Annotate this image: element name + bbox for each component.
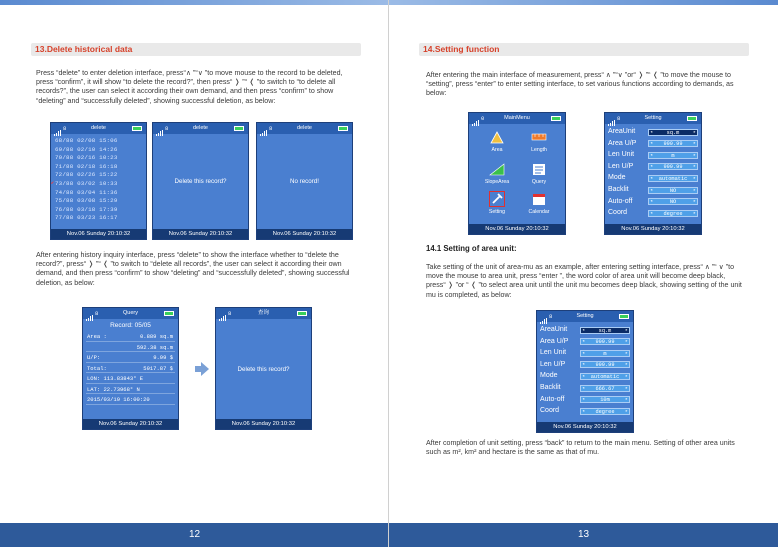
setting-label: Backlit <box>608 186 629 193</box>
signal-digit: 8 <box>165 125 169 132</box>
menu-item-calendar[interactable] <box>521 191 557 215</box>
query-value: 0.889 sq.m <box>139 333 173 340</box>
screen-title: Setting <box>576 313 594 319</box>
battery-icon <box>338 126 348 131</box>
record-row[interactable]: 76/88 03/18 17:39 <box>55 205 118 213</box>
record-row[interactable]: ✔ 73/88 03/02 10:33 <box>55 180 118 187</box>
screen-footer: Nov.06 Sunday 20:10:32 <box>257 229 352 239</box>
screen-header <box>537 311 633 322</box>
ruler-icon <box>531 129 547 145</box>
page-footer <box>389 523 778 547</box>
setting-row[interactable] <box>608 150 698 161</box>
setting-value[interactable]: ◂ sq.m ▸ <box>580 327 630 334</box>
no-record-screen <box>256 122 353 240</box>
setting-label: AreaUnit <box>608 128 636 135</box>
screen-footer: Nov.06 Sunday 20:10:32 <box>605 224 701 234</box>
query-key: U/P: <box>87 354 101 361</box>
menu-item-area[interactable] <box>479 129 515 153</box>
top-strip <box>0 0 389 5</box>
menu-item-label: Length <box>531 147 547 153</box>
setting-label: Backlit <box>540 384 561 391</box>
setting-label: Coord <box>608 209 628 217</box>
setting-label: Area U/P <box>608 139 637 147</box>
record-row[interactable]: 75/88 03/08 15:29 <box>55 197 118 205</box>
screen-title: delete <box>297 125 312 131</box>
query-row <box>86 365 175 374</box>
screen-title: Setting <box>644 115 662 121</box>
menu-item-length[interactable] <box>521 129 557 153</box>
screen-title: Query <box>123 310 138 316</box>
screen-footer: Nov.06 Sunday 20:10:32 <box>537 422 633 432</box>
screen-footer: Nov.06 Sunday 20:10:32 <box>153 229 248 239</box>
setting-value[interactable]: ◂ NO ▸ <box>648 198 698 205</box>
page-13 <box>389 0 778 547</box>
setting-label: Auto-off <box>608 197 633 205</box>
signal-digit: 8 <box>63 125 67 132</box>
query-screen <box>82 307 179 430</box>
intro-paragraph: Press “delete” to enter deletion interface, press“∧ ”“∨ ”to move mouse to the record to be deleted, press “confirm”, it will show “to delete the record?”, then press“ ❭ ”“ ❬ ”to switch to “to delete all records?”, the user can select it according their own demand, and then press “confirm” to show “deleting” and “successfully deleted”, showing successful deletion, as below: <box>36 69 343 105</box>
setting-label: Area U/P <box>540 337 569 345</box>
record-row[interactable]: 72/88 02/26 15:22 <box>55 171 118 179</box>
setting-value[interactable]: ◂ automatic ▸ <box>580 373 630 380</box>
setting-row[interactable] <box>608 185 698 196</box>
setting-row[interactable] <box>608 162 698 173</box>
record-row[interactable]: 71/88 02/18 16:18 <box>55 162 118 170</box>
setting-label: AreaUnit <box>540 326 568 333</box>
record-row[interactable]: 77/88 03/23 16:17 <box>55 214 118 222</box>
battery-icon <box>297 311 307 316</box>
query-icon <box>531 161 547 177</box>
completion-paragraph: After completion of unit setting, press “back” to return to the main menu. Setting of other area units such as m², km² and hectare is the same as that of mu. <box>426 439 735 457</box>
setting-label: Coord <box>540 407 560 415</box>
setting-row[interactable] <box>540 395 630 406</box>
query-row <box>86 375 175 384</box>
menu-item-setting[interactable] <box>479 191 515 215</box>
setting-screen <box>604 112 702 235</box>
setting-row[interactable] <box>540 348 630 359</box>
setting-row[interactable] <box>540 383 630 394</box>
signal-digit: 8 <box>269 125 273 132</box>
setting-label: Len U/P <box>608 162 634 170</box>
setting-value[interactable]: ◂ m ▸ <box>648 152 698 159</box>
battery-icon <box>687 116 697 121</box>
setting-value[interactable]: ◂ automatic ▸ <box>648 175 698 182</box>
inquiry-paragraph: After entering history inquiry interface, press “delete” to show the interface whether to “delete the record?”, press“ ❭ ”“ ❬ ”to switch to “delete all records”, the user can select it according their own demand, and then press “confirm” to show “deleting” and “successfully deleted”, showing successful deletion, as below: <box>36 251 350 287</box>
menu-item-label: Query <box>531 179 547 185</box>
delete-confirm-screen <box>152 122 249 240</box>
menu-item-label: Area <box>491 147 503 153</box>
signal-digit: 8 <box>617 115 621 122</box>
page-footer <box>0 523 389 547</box>
section-heading-bar <box>31 43 361 56</box>
area-icon <box>489 129 505 145</box>
query-value: 9.99 $ <box>153 354 173 361</box>
slope-icon <box>489 161 505 177</box>
query-row <box>86 396 175 405</box>
setting-value[interactable]: ◂ m ▸ <box>580 350 630 357</box>
setting-label: Mode <box>608 174 626 182</box>
signal-digit: 8 <box>228 310 232 317</box>
battery-icon <box>132 126 142 131</box>
delete-message: Delete this record? <box>174 178 227 185</box>
screen-title: 查询 <box>257 310 269 316</box>
calendar-icon <box>531 191 547 207</box>
record-row[interactable]: 74/88 03/04 11:36 <box>55 188 118 196</box>
setting-icon <box>489 191 505 207</box>
query-key: Area : <box>87 333 107 340</box>
main-menu-screen <box>468 112 566 235</box>
setting-label: Mode <box>540 372 558 380</box>
setting-value[interactable]: ◂ 10m ▸ <box>580 396 630 403</box>
record-row[interactable]: 70/88 02/16 10:23 <box>55 154 118 162</box>
screen-title: delete <box>91 125 106 131</box>
setting-label: Auto-off <box>540 395 565 403</box>
setting-row[interactable] <box>540 360 630 371</box>
no-record-message: No record! <box>290 178 319 185</box>
setting-row[interactable] <box>540 325 630 336</box>
battery-icon <box>619 314 629 319</box>
subheading: 14.1 Setting of area unit: <box>426 244 517 253</box>
menu-item-label: Setting <box>488 209 506 215</box>
record-counter: Record: 05/05 <box>110 322 151 329</box>
setting-row[interactable] <box>540 371 630 382</box>
setting-row[interactable] <box>608 197 698 208</box>
screen-header <box>51 123 146 134</box>
signal-digit: 8 <box>95 310 99 317</box>
page-number: 13 <box>577 529 590 540</box>
top-strip <box>389 0 778 5</box>
record-row[interactable]: 69/88 02/10 14:26 <box>55 145 118 153</box>
screen-footer: Nov.06 Sunday 20:10:32 <box>83 419 178 429</box>
setting-label: Len Unit <box>540 349 567 357</box>
setting-row[interactable] <box>540 337 630 348</box>
screen-header <box>83 308 178 319</box>
screen-header <box>605 113 701 124</box>
setting-value[interactable]: ◂ 999.99 ▸ <box>648 163 698 170</box>
setting-row[interactable] <box>608 173 698 184</box>
setting-row[interactable] <box>608 127 698 138</box>
record-row[interactable]: 68/88 02/08 15:06 <box>55 137 118 144</box>
setting-row[interactable] <box>608 139 698 150</box>
menu-item-label: Calendar <box>528 209 550 215</box>
screen-header <box>469 113 565 124</box>
query-key: 2015/03/19 16:00:20 <box>87 396 150 403</box>
query-key: LAT: 22.73968° N <box>87 385 140 393</box>
setting-intro-paragraph: After entering the main interface of measurement, press“ ∧ ”“∨ ”or“ ❭ ”“ ❬ ”to move the mouse to “setting”, press “enter” to enter setting interface, to set various functions according to demands, as below: <box>426 71 734 98</box>
setting-value[interactable]: ◂ degree ▸ <box>648 210 698 217</box>
query-key: LON: 113.83843° E <box>87 375 144 382</box>
menu-item-slopearea[interactable] <box>479 161 515 185</box>
arrow-right-icon <box>201 362 209 376</box>
screen-title: MainMenu <box>504 115 530 121</box>
screen-header <box>216 308 311 319</box>
screen-header <box>153 123 248 134</box>
battery-icon <box>551 116 561 121</box>
screen-footer: Nov.06 Sunday 20:10:32 <box>469 224 565 234</box>
area-unit-paragraph: Take setting of the unit of area-mu as an example, after entering setting interface, press“ ∧ ”“ ∨ ”to move the mouse to area unit, press “enter ”, the word color of area unit will become deep black, press“ ❭ ”or “ ❬ ”to select area unit until the unit mu becomes deep black, showing setting of the unit mu is completed, as below: <box>426 263 742 299</box>
setting-value[interactable]: ◂ sq.m ▸ <box>648 129 698 136</box>
setting-row[interactable] <box>608 208 698 219</box>
setting-label: Len U/P <box>540 360 566 368</box>
delete-message: Delete this record? <box>237 366 290 373</box>
screen-title: delete <box>193 125 208 131</box>
setting-value[interactable]: ◂ 999.99 ▸ <box>580 338 630 345</box>
menu-item-query[interactable] <box>521 161 557 185</box>
section-title: 14.Setting function <box>423 44 500 54</box>
setting-value[interactable]: ◂ 666.67 ▸ <box>580 385 630 392</box>
setting-value[interactable]: ◂ NO ▸ <box>648 187 698 194</box>
setting-value[interactable]: ◂ 999.99 ▸ <box>580 361 630 368</box>
screen-footer: Nov.06 Sunday 20:10:32 <box>51 229 146 239</box>
battery-icon <box>164 311 174 316</box>
setting-value[interactable]: ◂ degree ▸ <box>580 408 630 415</box>
section-title: 13.Delete historical data <box>35 44 133 54</box>
battery-icon <box>234 126 244 131</box>
signal-digit: 0 <box>481 115 485 122</box>
signal-digit: 8 <box>549 313 553 320</box>
section-heading-bar <box>419 43 749 56</box>
setting-value[interactable]: ◂ 999.99 ▸ <box>648 140 698 147</box>
query-row <box>86 333 175 342</box>
setting-label: Len Unit <box>608 151 635 159</box>
screen-header <box>257 123 352 134</box>
query-value: 5917.87 $ <box>143 364 173 372</box>
page-number: 12 <box>188 529 201 540</box>
query-row <box>86 344 175 353</box>
query-row <box>86 386 175 395</box>
query-delete-screen <box>215 307 312 430</box>
query-key: Total: <box>87 364 107 372</box>
setting-row[interactable] <box>540 406 630 417</box>
setting-screen-mu <box>536 310 634 433</box>
menu-item-label: SlopeArea <box>484 179 510 185</box>
query-row <box>86 354 175 363</box>
query-value: 592.38 sq.m <box>136 343 173 351</box>
screen-footer: Nov.06 Sunday 20:10:32 <box>216 419 311 429</box>
record-list-screen <box>50 122 147 240</box>
